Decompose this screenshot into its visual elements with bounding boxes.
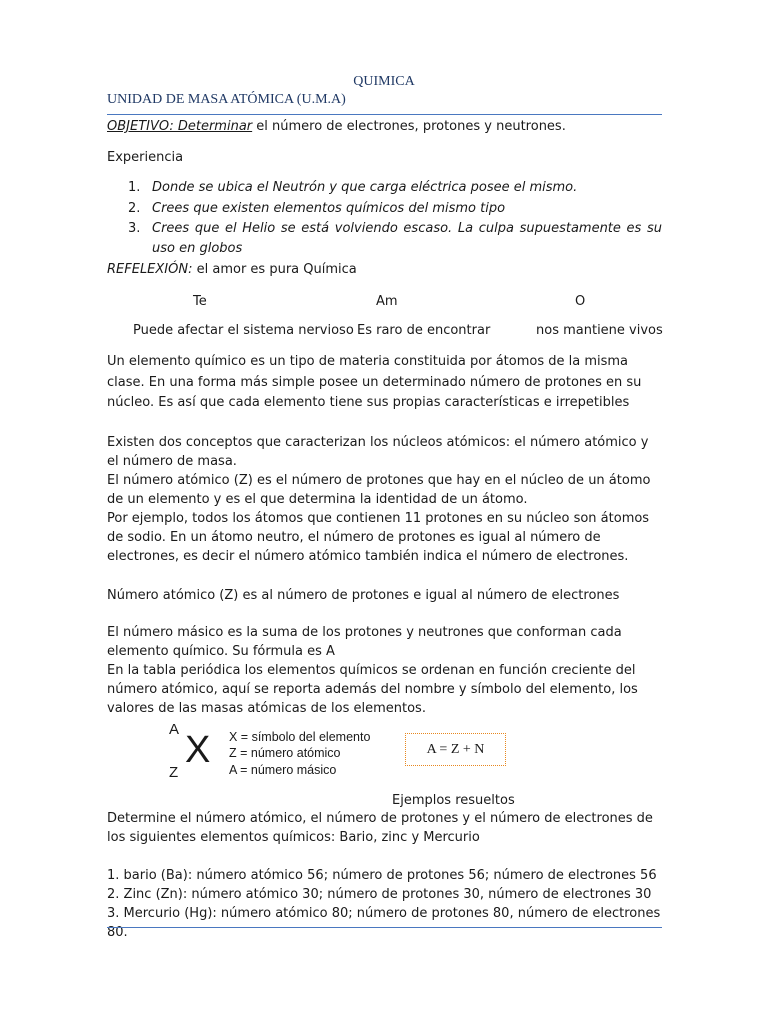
list-text: Crees que existen elementos químicos del mismo tipo	[152, 201, 506, 216]
formula-text: A = Z + N	[426, 741, 485, 757]
examples-heading: Ejemplos resueltos	[392, 793, 515, 808]
notation-x: X	[185, 729, 211, 771]
list-number: 2.	[128, 201, 141, 216]
element-symbol-te: Te	[193, 294, 207, 309]
example-item: 1. bario (Ba): número atómico 56; número de protones 56; número de electrones 56	[107, 868, 657, 883]
objective-line	[107, 117, 663, 136]
paragraph-conceptos: Existen dos conceptos que caracterizan los núcleos atómicos: el número atómico y el número de masa.	[107, 435, 649, 469]
notation-legend-x: X = símbolo del elemento	[229, 730, 371, 744]
objective-text: el número de electrones, protones y neutrones.	[252, 119, 566, 134]
paragraph-elemento-quimico: Un elemento químico es un tipo de materia constituida por átomos de la misma clase. En una forma más simple posee un determinado número de protones en su núcleo. Es así que cada elemento tiene sus propias características e irrepetibles	[107, 354, 642, 410]
list-number: 3.	[128, 221, 141, 236]
paragraph-numero-atomico: El número atómico (Z) es el número de protones que hay en el núcleo de un átomo de un elemento y es el que determina la identidad de un átomo.	[107, 473, 651, 507]
paragraph-definicion-z: Número atómico (Z) es al número de protones e igual al número de electrones	[107, 588, 620, 603]
notation-legend-a: A = número másico	[229, 763, 337, 777]
example-item: 2. Zinc (Zn): número atómico 30; número de protones 30, número de electrones 30	[107, 887, 652, 902]
paragraph-numero-masico: El número másico es la suma de los protones y neutrones que conforman cada elemento químico. Su fórmula es A	[107, 625, 622, 659]
footer-divider	[107, 927, 662, 928]
reflexion-line	[107, 260, 663, 279]
list-number: 1.	[128, 180, 141, 195]
element-description-am: Es raro de encontrar	[357, 323, 491, 338]
mass-number-formula	[405, 733, 506, 766]
element-symbol-am: Am	[376, 294, 398, 309]
objective-label: OBJETIVO: Determinar	[107, 119, 253, 134]
title-divider	[107, 114, 662, 115]
example-item: 3. Mercurio (Hg): número atómico 80; número de protones 80, número de electrones 80.	[107, 906, 661, 940]
reflexion-text: el amor es pura Química	[192, 262, 357, 277]
examples-prompt: Determine el número atómico, el número de protones y el número de electrones de los siguientes elementos químicos: Bario, zinc y Mercurio	[107, 811, 653, 845]
element-description-o: nos mantiene vivos	[536, 323, 663, 338]
list-text: Crees que el Helio se está volviendo escaso. La culpa supuestamente es su uso en globos	[152, 221, 662, 256]
paragraph-ejemplo-sodio: Por ejemplo, todos los átomos que contienen 11 protones en su núcleo son átomos de sodio. En un átomo neutro, el número de protones es igual al número de electrones, es decir el número atómico también indica el número de electrones.	[107, 511, 650, 564]
notation-z: Z	[169, 764, 179, 781]
document-subject: QUIMICA	[353, 74, 415, 89]
experiencia-heading: Experiencia	[107, 150, 184, 165]
list-text: Donde se ubica el Neutrón y que carga eléctrica posee el mismo.	[152, 180, 578, 195]
notation-a: A	[169, 721, 180, 738]
paragraph-tabla-periodica: En la tabla periódica los elementos químicos se ordenan en función creciente del número atómico, aquí se reporta además del nombre y símbolo del elemento, los valores de las masas atómicas de los elementos.	[107, 663, 638, 716]
element-description-te: Puede afectar el sistema nervioso	[133, 323, 354, 338]
notation-legend-z: Z = número atómico	[229, 746, 341, 760]
document-title: UNIDAD DE MASA ATÓMICA (U.M.A)	[107, 92, 346, 107]
reflexion-label: REFELEXIÓN:	[107, 262, 193, 277]
element-symbol-o: O	[575, 294, 586, 309]
